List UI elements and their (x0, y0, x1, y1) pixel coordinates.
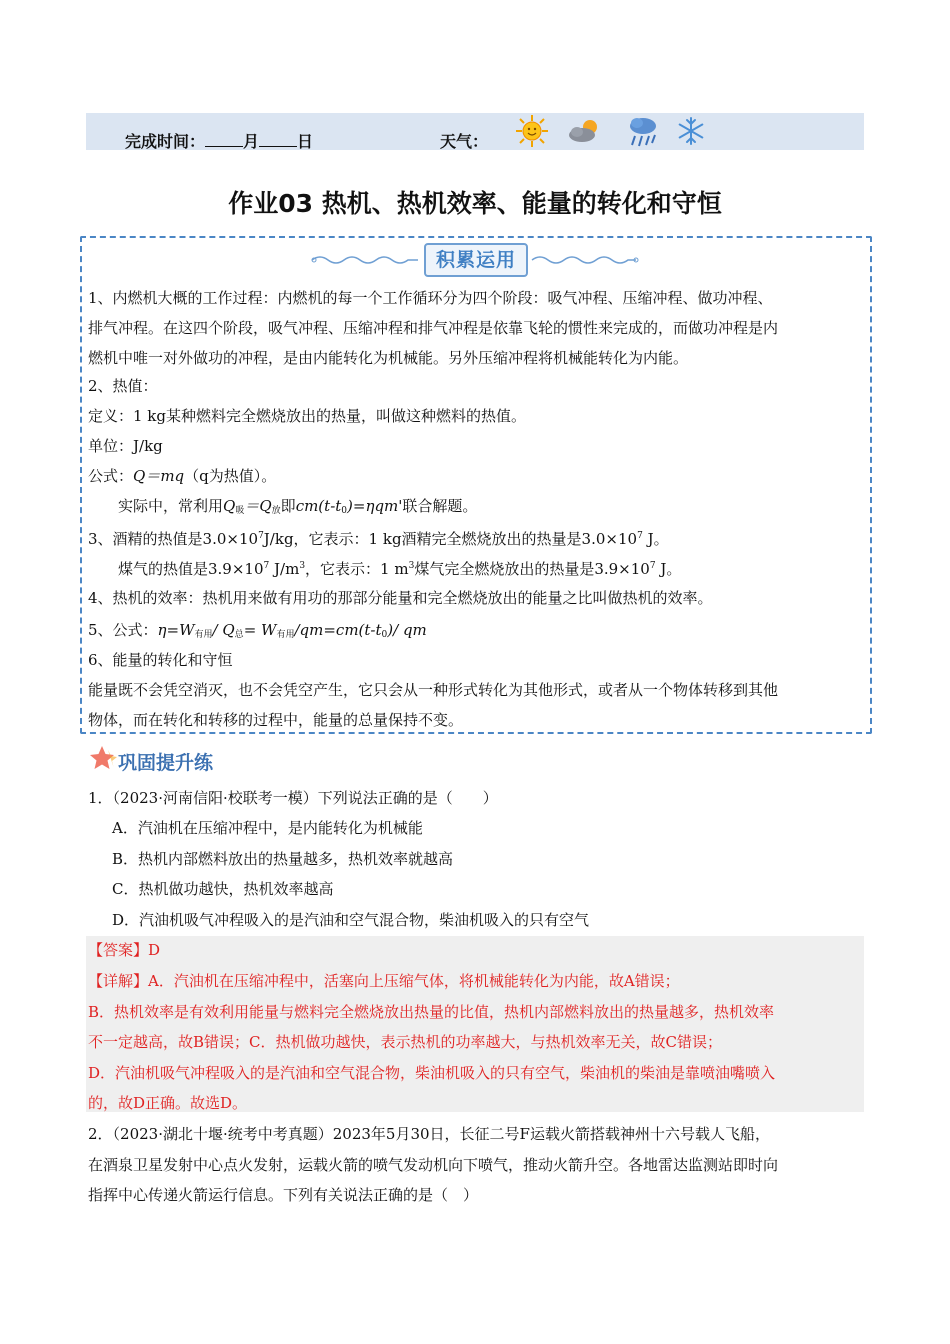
wave-ornament-right (530, 252, 640, 268)
question-stem-line: 指挥中心传递火箭运行信息。下列有关说法正确的是（ ） (88, 1186, 479, 1204)
option-b[interactable]: B．热机内部燃料放出的热量越多，热机效率就越高 (112, 850, 454, 868)
explanation-line: 不一定越高，故B错误；C．热机做功越快，表示热机的功率越大，与热机效率无关，故C错误； (88, 1033, 722, 1051)
formula-line: 实际中，常利用$Q_吸=Q_放$即$cm(t-t_0)=\eta qm'$联合解题。 (118, 497, 478, 516)
text-line: 4、热机的效率：热机用来做有用功的那部分能量和完全燃烧放出的能量之比叫做热机的效率。 (88, 589, 713, 607)
month-label: 月 (243, 132, 260, 151)
text-line: 定义：1 kg某种燃料完全燃烧放出的热量，叫做这种燃料的热值。 (88, 407, 527, 425)
question-stem-line: 在酒泉卫星发射中心点火发射，运载火箭的喷气发动机向下喷气，推动火箭升空。各地雷达监测站即时向 (88, 1156, 779, 1174)
text-line: 3、酒精的热值是$3.0\times 10^7J/kg$，它表示：1 kg酒精完全燃烧放出的热量是$3.0\times 10^7$ J。 (88, 530, 669, 548)
snowflake-icon[interactable] (676, 116, 706, 146)
answer-panel (86, 936, 864, 1112)
day-label: 日 (297, 132, 314, 151)
time-label: 完成时间： (125, 132, 206, 151)
partly-cloudy-icon[interactable] (566, 117, 606, 145)
explanation-line: 【详解】A．汽油机在压缩冲程中，活塞向上压缩气体，将机械能转化为内能，故A错误； (88, 972, 680, 990)
text-line: 1、内燃机大概的工作过程：内燃机的每一个工作循环分为四个阶段：吸气冲程、压缩冲程、做功冲程、 (88, 289, 773, 307)
text-line: 燃机中唯一对外做功的冲程，是由内能转化为机械能。另外压缩冲程将机械能转化为内能。 (88, 349, 689, 367)
text-line: 2、热值： (88, 377, 158, 395)
sunny-icon[interactable] (514, 114, 550, 148)
rain-icon[interactable] (626, 115, 660, 149)
month-blank[interactable] (205, 132, 243, 147)
text-line: 煤气的热值是$3.9\times 10^7$ $J/m^3$，它表示：1 $m^3$煤气完全燃烧放出的热量是$3.9\times 10^7$ J。 (118, 560, 682, 578)
star-icon (88, 744, 118, 772)
text-line: 单位：J/kg (88, 437, 163, 455)
day-blank[interactable] (259, 132, 297, 147)
formula-line: 公式：Q＝mq（q为热值）。 (88, 467, 277, 485)
explanation-line: D．汽油机吸气冲程吸入的是汽油和空气混合物，柴油机吸入的只有空气，柴油机的柴油是靠喷油嘴喷入 (88, 1064, 776, 1082)
text-line: 能量既不会凭空消灭，也不会凭空产生，它只会从一种形式转化为其他形式，或者从一个物体转移到其他 (88, 681, 779, 699)
section-badge: 积累运用 (424, 243, 528, 277)
question-stem: 1．（2023·河南信阳·校联考一模）下列说法正确的是（ ） (88, 789, 498, 807)
completion-time-field (125, 129, 313, 152)
text-line: 6、能量的转化和守恒 (88, 651, 233, 669)
section-heading: 巩固提升练 (118, 752, 214, 774)
option-c[interactable]: C．热机做功越快，热机效率越高 (112, 880, 334, 898)
explanation-line: 的，故D正确。故选D。 (88, 1094, 248, 1112)
option-a[interactable]: A．汽油机在压缩冲程中，是内能转化为机械能 (112, 819, 423, 837)
wave-ornament-left (310, 252, 420, 268)
weather-label: 天气： (440, 132, 489, 151)
page-title: 作业03 热机、热机效率、能量的转化和守恒 (228, 189, 722, 218)
answer-line: 【答案】D (88, 941, 161, 959)
text-line: 物体，而在转化和转移的过程中，能量的总量保持不变。 (88, 711, 464, 729)
formula-line: 5、公式：$\eta=W_{有用}/$ $Q_总= W_{有用}/qm=cm(t-t_0)/$ qm (88, 621, 427, 640)
explanation-line: B．热机效率是有效利用能量与燃料完全燃烧放出热量的比值，热机内部燃料放出的热量越多，热机效率 (88, 1003, 775, 1021)
text-line: 排气冲程。在这四个阶段，吸气冲程、压缩冲程和排气冲程是依靠飞轮的惯性来完成的，而做功冲程是内 (88, 319, 779, 337)
question-stem: 2．（2023·湖北十堰·统考中考真题）2023年5月30日，长征二号F运载火箭搭载神州十六号载人飞船， (88, 1125, 770, 1143)
option-d[interactable]: D．汽油机吸气冲程吸入的是汽油和空气混合物，柴油机吸入的只有空气 (112, 911, 590, 929)
